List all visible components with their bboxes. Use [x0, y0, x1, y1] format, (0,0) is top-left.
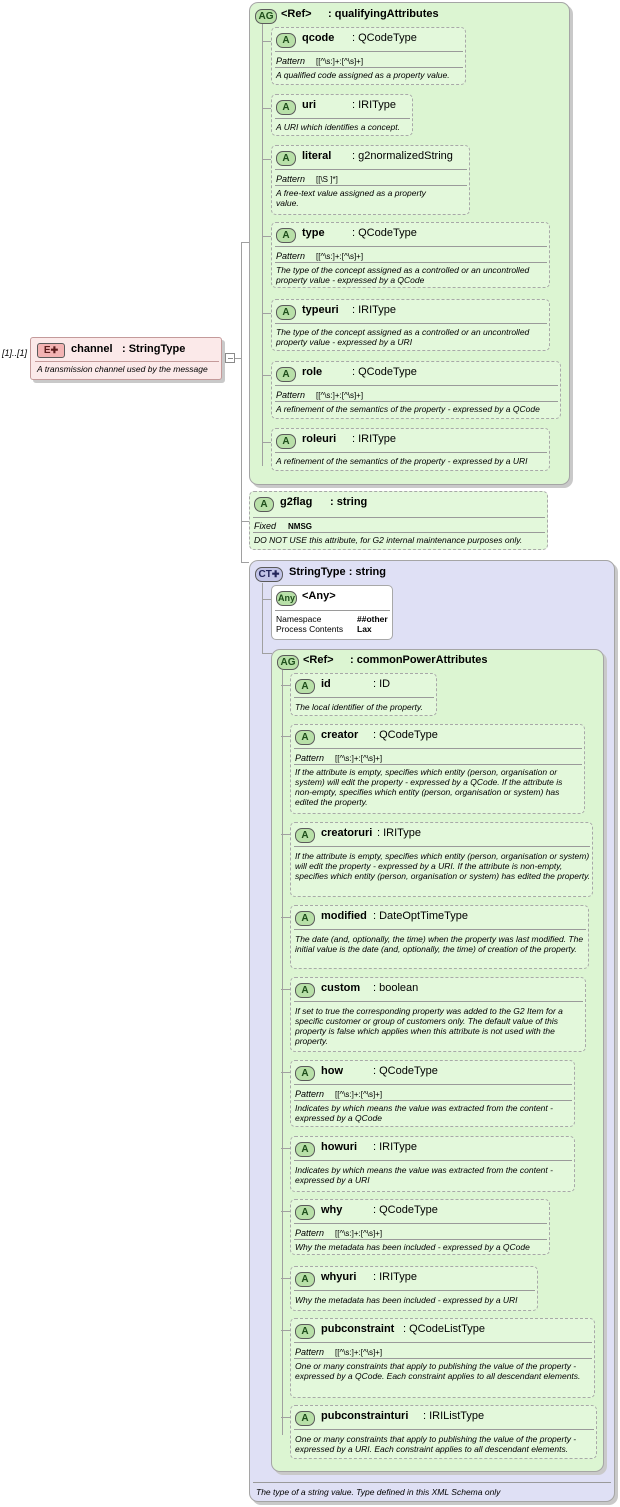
- attribute-card-pubconstraint[interactable]: [290, 1318, 595, 1398]
- attribute-card-modified[interactable]: [290, 905, 589, 969]
- facet-value: NMSG: [288, 522, 312, 531]
- attribute-card-howuri[interactable]: [290, 1136, 575, 1192]
- card-divider: [294, 1290, 535, 1291]
- sequence-connector-icon[interactable]: [225, 353, 235, 363]
- group-connector: [281, 736, 290, 737]
- attribute-card-how[interactable]: [290, 1060, 575, 1127]
- facet-label: Fixed: [254, 521, 277, 531]
- card-divider: [275, 67, 463, 68]
- attribute-name: id: [321, 678, 331, 690]
- group-connector: [281, 989, 290, 990]
- facet-label: Pattern: [295, 1228, 325, 1238]
- attribute-name: qcode: [302, 32, 335, 44]
- card-divider: [294, 1100, 572, 1101]
- attribute-doc: The date (and, optionally, the time) when the property was last modified. The initial value is the date (and, optionally, the time) of creation of the property.: [295, 934, 584, 954]
- attribute-name: typeuri: [302, 304, 339, 316]
- occurs-label: [1]..[1]: [2, 348, 28, 358]
- card-divider: [294, 1358, 592, 1359]
- card-divider: [294, 764, 582, 765]
- any-name: <Any>: [302, 590, 336, 602]
- attribute-icon: A: [295, 1324, 315, 1339]
- group-connector: [281, 1072, 290, 1073]
- attribute-doc: A free-text value assigned as a property value.: [276, 188, 426, 208]
- facet-label: Pattern: [295, 1089, 325, 1099]
- attribute-doc: Why the metadata has been included - expressed by a URI: [295, 1295, 518, 1305]
- facet-label: Pattern: [276, 174, 306, 184]
- sequence-connector: [262, 653, 272, 654]
- attribute-card-pubconstrainturi[interactable]: [290, 1405, 597, 1459]
- card-divider: [294, 1160, 572, 1161]
- attribute-icon: A: [276, 228, 296, 243]
- card-divider: [294, 748, 582, 749]
- attribute-card-roleuri[interactable]: [271, 428, 550, 471]
- group-ref: <Ref>: [281, 8, 312, 20]
- sequence-connector: [262, 583, 263, 653]
- facet-value: [[^\s:]+:[^\s]+]: [316, 252, 364, 261]
- attribute-icon: A: [295, 1411, 315, 1426]
- attribute-type: : IRIType: [373, 1271, 418, 1283]
- attribute-name: pubconstraint: [321, 1323, 395, 1335]
- facet-value: [[^\s:]+:[^\s]+]: [335, 1229, 383, 1238]
- card-divider: [275, 401, 558, 402]
- attribute-icon: A: [295, 1272, 315, 1287]
- attribute-card-creator[interactable]: [290, 724, 585, 814]
- attribute-type: : IRIType: [352, 304, 397, 316]
- attribute-type: : g2normalizedString: [352, 150, 453, 162]
- connector-line: [241, 242, 249, 243]
- connector-trunk: [241, 242, 242, 562]
- attribute-doc: DO NOT USE this attribute, for G2 internal maintenance purposes only.: [254, 535, 523, 545]
- attribute-card-g2flag[interactable]: [249, 491, 548, 550]
- facet-label: Pattern: [276, 56, 306, 66]
- any-icon: Any: [276, 591, 297, 606]
- attribute-name: type: [302, 227, 325, 239]
- root-divider: [35, 361, 219, 362]
- attribute-doc: One or many constraints that apply to publishing the value of the property - expressed by a QCode. Each constraint applies to all descendant elements.: [295, 1361, 581, 1381]
- card-divider: [275, 323, 547, 324]
- any-namespace-label: Namespace: [276, 614, 322, 624]
- attribute-type: : QCodeType: [352, 366, 417, 378]
- attribute-name: creator: [321, 729, 359, 741]
- attribute-name: creatoruri: [321, 827, 373, 839]
- complex-type-divider: [253, 1482, 611, 1483]
- attribute-icon: A: [295, 1205, 315, 1220]
- attribute-card-literal[interactable]: [271, 145, 470, 215]
- attribute-group-icon: AG: [277, 655, 299, 670]
- attribute-icon: A: [295, 1066, 315, 1081]
- group-ref: <Ref>: [303, 654, 334, 666]
- attribute-type: : IRIType: [352, 99, 397, 111]
- card-divider: [253, 517, 545, 518]
- complex-type-doc: The type of a string value. Type defined in this XML Schema only: [256, 1487, 501, 1497]
- card-divider: [275, 610, 390, 611]
- facet-label: Pattern: [295, 753, 325, 763]
- attribute-doc: A refinement of the semantics of the property - expressed by a QCode: [276, 404, 540, 414]
- attribute-card-id[interactable]: [290, 673, 437, 716]
- root-element-box[interactable]: [30, 337, 222, 380]
- attribute-card-creatoruri[interactable]: [290, 822, 593, 897]
- facet-value: [[^\s:]+:[^\s]+]: [335, 754, 383, 763]
- group-name: : qualifyingAttributes: [328, 8, 439, 20]
- group-connector: [281, 1330, 290, 1331]
- attribute-card-typeuri[interactable]: [271, 299, 550, 351]
- card-divider: [275, 185, 467, 186]
- group-name: : commonPowerAttributes: [350, 654, 488, 666]
- connector-line: [241, 521, 249, 522]
- card-divider: [275, 246, 547, 247]
- attribute-doc: If set to true the corresponding property was added to the G2 Item for a specific customer or group of customers only. The default value of this property is false which applies when this attribute is not used with the property.: [295, 1006, 563, 1046]
- attribute-icon: A: [295, 911, 315, 926]
- attribute-card-role[interactable]: [271, 361, 561, 419]
- card-divider: [275, 118, 410, 119]
- card-divider: [275, 262, 547, 263]
- attribute-type: : QCodeType: [352, 227, 417, 239]
- root-element-type: : StringType: [122, 343, 186, 355]
- group-connector: [281, 1278, 290, 1279]
- card-divider: [294, 1001, 583, 1002]
- facet-label: Pattern: [295, 1347, 325, 1357]
- attribute-doc: The local identifier of the property.: [295, 702, 423, 712]
- card-divider: [275, 169, 467, 170]
- card-divider: [275, 385, 558, 386]
- attribute-name: modified: [321, 910, 367, 922]
- attribute-name: custom: [321, 982, 361, 994]
- card-divider: [294, 846, 590, 847]
- any-namespace-value: ##other: [357, 614, 388, 624]
- facet-value: [[^\s:]+:[^\s]+]: [316, 57, 364, 66]
- any-process-value: Lax: [357, 624, 372, 634]
- attribute-type: : boolean: [373, 982, 419, 994]
- any-process-label: Process Contents: [276, 624, 344, 634]
- group-connector: [281, 1148, 290, 1149]
- attribute-card-qcode[interactable]: [271, 27, 466, 85]
- complex-type-icon: CT✚: [255, 567, 283, 582]
- element-badge-icon: E✚: [37, 343, 65, 358]
- attribute-name: role: [302, 366, 323, 378]
- root-element-name: channel: [71, 343, 113, 355]
- attribute-icon: A: [295, 828, 315, 843]
- attribute-type: : IRIType: [377, 827, 422, 839]
- attribute-icon: A: [276, 100, 296, 115]
- card-divider: [294, 1223, 547, 1224]
- attribute-name: roleuri: [302, 433, 337, 445]
- attribute-card-why[interactable]: [290, 1199, 550, 1255]
- card-divider: [294, 1342, 592, 1343]
- attribute-icon: A: [276, 305, 296, 320]
- attribute-icon: A: [254, 497, 274, 512]
- attribute-doc: The type of the concept assigned as a controlled or an uncontrolled property value - expressed by a URI: [276, 327, 530, 347]
- card-divider: [275, 452, 547, 453]
- attribute-doc: If the attribute is empty, specifies which entity (person, organisation or system) will edit the property - expressed by a URI. If the attribute is non-empty, specifies which entity (person, organisation or system) has edited the property.: [295, 851, 591, 881]
- attribute-doc: If the attribute is empty, specifies which entity (person, organisation or system) will edit the property - expressed by a QCode. If the attribute is non-empty, specifies which entity (person, organisation or system) has edited the property.: [295, 767, 563, 807]
- facet-value: [[^\s:]+:[^\s]+]: [335, 1090, 383, 1099]
- attribute-type: : QCodeType: [373, 1204, 438, 1216]
- any-wildcard[interactable]: [271, 585, 393, 640]
- attribute-icon: A: [295, 679, 315, 694]
- attribute-type: : QCodeListType: [403, 1323, 485, 1335]
- facet-label: Pattern: [276, 251, 306, 261]
- attribute-name: howuri: [321, 1141, 358, 1153]
- attribute-name: g2flag: [280, 496, 313, 508]
- card-divider: [294, 1429, 594, 1430]
- card-divider: [253, 532, 545, 533]
- group-connector: [282, 670, 283, 1435]
- group-connector: [262, 24, 263, 466]
- group-connector: [281, 834, 290, 835]
- card-divider: [294, 697, 434, 698]
- attribute-name: uri: [302, 99, 317, 111]
- complex-type-name: StringType : string: [289, 566, 386, 578]
- attribute-icon: A: [276, 367, 296, 382]
- group-connector: [281, 1417, 290, 1418]
- card-divider: [275, 51, 463, 52]
- attribute-type: : IRIType: [373, 1141, 418, 1153]
- attribute-type: : DateOptTimeType: [373, 910, 468, 922]
- card-divider: [294, 929, 586, 930]
- attribute-type: : QCodeType: [373, 1065, 438, 1077]
- card-divider: [294, 1239, 547, 1240]
- facet-value: [[^\s:]+:[^\s]+]: [316, 391, 364, 400]
- attribute-card-custom[interactable]: [290, 977, 586, 1052]
- attribute-name: how: [321, 1065, 343, 1077]
- attribute-group-icon: AG: [255, 9, 277, 24]
- attribute-name: literal: [302, 150, 332, 162]
- attribute-name: whyuri: [321, 1271, 357, 1283]
- attribute-name: why: [321, 1204, 343, 1216]
- attribute-icon: A: [276, 33, 296, 48]
- attribute-doc: Indicates by which means the value was extracted from the content - expressed by a QCode: [295, 1103, 553, 1123]
- attribute-icon: A: [295, 730, 315, 745]
- attribute-card-whyuri[interactable]: [290, 1266, 538, 1311]
- attribute-icon: A: [276, 434, 296, 449]
- group-connector: [281, 685, 290, 686]
- attribute-card-uri[interactable]: [271, 94, 413, 136]
- attribute-doc: One or many constraints that apply to publishing the value of the property - expressed by a URI. Each constraint applies to all descendant elements.: [295, 1434, 577, 1454]
- attribute-type: : QCodeType: [352, 32, 417, 44]
- attribute-doc: Why the metadata has been included - expressed by a QCode: [295, 1242, 530, 1252]
- attribute-doc: The type of the concept assigned as a controlled or an uncontrolled property value - expressed by a QCode: [276, 265, 530, 285]
- attribute-type: : IRIListType: [423, 1410, 485, 1422]
- attribute-type: : QCodeType: [373, 729, 438, 741]
- root-element-doc: A transmission channel used by the message: [37, 364, 208, 374]
- group-connector: [281, 917, 290, 918]
- attribute-type: : ID: [373, 678, 391, 690]
- attribute-doc: Indicates by which means the value was extracted from the content - expressed by a URI: [295, 1165, 553, 1185]
- attribute-type: : string: [330, 496, 368, 508]
- card-divider: [294, 1084, 572, 1085]
- facet-value: [[^\s:]+:[^\s]+]: [335, 1348, 383, 1357]
- attribute-name: pubconstrainturi: [321, 1410, 409, 1422]
- group-connector: [281, 1211, 290, 1212]
- attribute-doc: A qualified code assigned as a property value.: [276, 70, 450, 80]
- connector-line: [241, 562, 249, 563]
- attribute-icon: A: [276, 151, 296, 166]
- facet-value: [[\S ]*]: [316, 175, 338, 184]
- attribute-icon: A: [295, 1142, 315, 1157]
- attribute-card-type[interactable]: [271, 222, 550, 288]
- attribute-icon: A: [295, 983, 315, 998]
- attribute-doc: A URI which identifies a concept.: [276, 122, 400, 132]
- attribute-type: : IRIType: [352, 433, 397, 445]
- facet-label: Pattern: [276, 390, 306, 400]
- attribute-doc: A refinement of the semantics of the property - expressed by a URI: [276, 456, 528, 466]
